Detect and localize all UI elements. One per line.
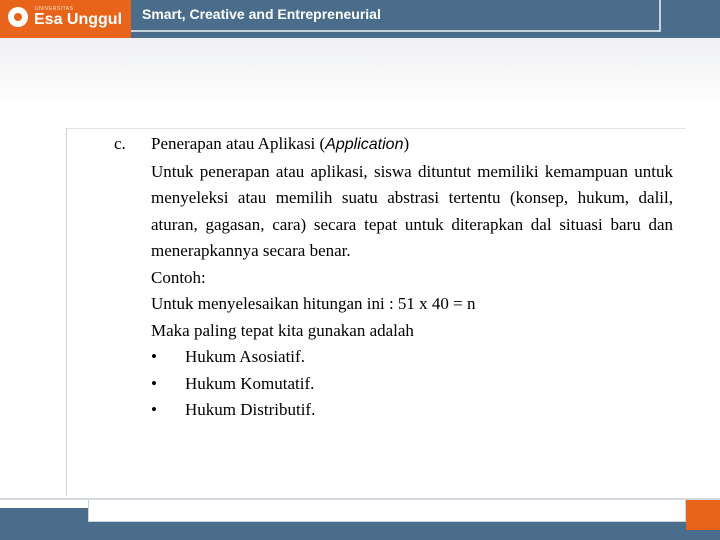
top-shade	[0, 38, 720, 110]
bullet-item	[151, 344, 673, 371]
example-line-2: Maka paling tepat kita gunakan adalah	[151, 320, 414, 340]
item-body	[151, 131, 673, 424]
paragraph: Untuk penerapan atau aplikasi, siswa dituntut memiliki kemampuan untuk menyeleksi atau memilih suatu abstrasi tertentu (konsep, hukum, dalil, aturan, gagasan, cara) secara tepat untuk diterapkan dal situasi baru dan menerapkannya secara benar.	[151, 161, 673, 260]
content-frame-left	[66, 128, 67, 496]
bullet-icon: •	[151, 400, 157, 419]
item-letter: c.	[114, 134, 126, 153]
item-title	[151, 131, 673, 159]
footer-panel	[88, 500, 686, 522]
example-label: Contoh:	[151, 267, 206, 287]
title-suffix: )	[403, 134, 410, 153]
bullet-item	[151, 371, 673, 398]
title-prefix: Penerapan atau Aplikasi (	[151, 134, 326, 153]
university-logo[interactable]	[0, 0, 131, 38]
bullet-text: Hukum Komutatif.	[185, 373, 315, 393]
bullet-icon: •	[151, 373, 157, 393]
title-italic: Application	[325, 136, 404, 153]
footer-accent	[686, 500, 720, 530]
bullet-text: Hukum Distributif.	[185, 400, 316, 419]
logo-emblem-icon	[8, 7, 28, 27]
bullet-icon: •	[151, 347, 157, 366]
logo-subtitle: UNIVERSITAS	[35, 6, 74, 12]
logo-text: Esa Unggul	[34, 11, 123, 28]
bullet-text: Hukum Asosiatif.	[185, 347, 305, 366]
tagline: Smart, Creative and Entrepreneurial	[142, 6, 381, 22]
content-frame-top	[66, 128, 686, 129]
header-bar	[0, 0, 720, 38]
example-line-1: Untuk menyelesaikan hitungan ini : 51 x 40 = n	[151, 294, 476, 313]
bullet-item	[151, 397, 673, 424]
